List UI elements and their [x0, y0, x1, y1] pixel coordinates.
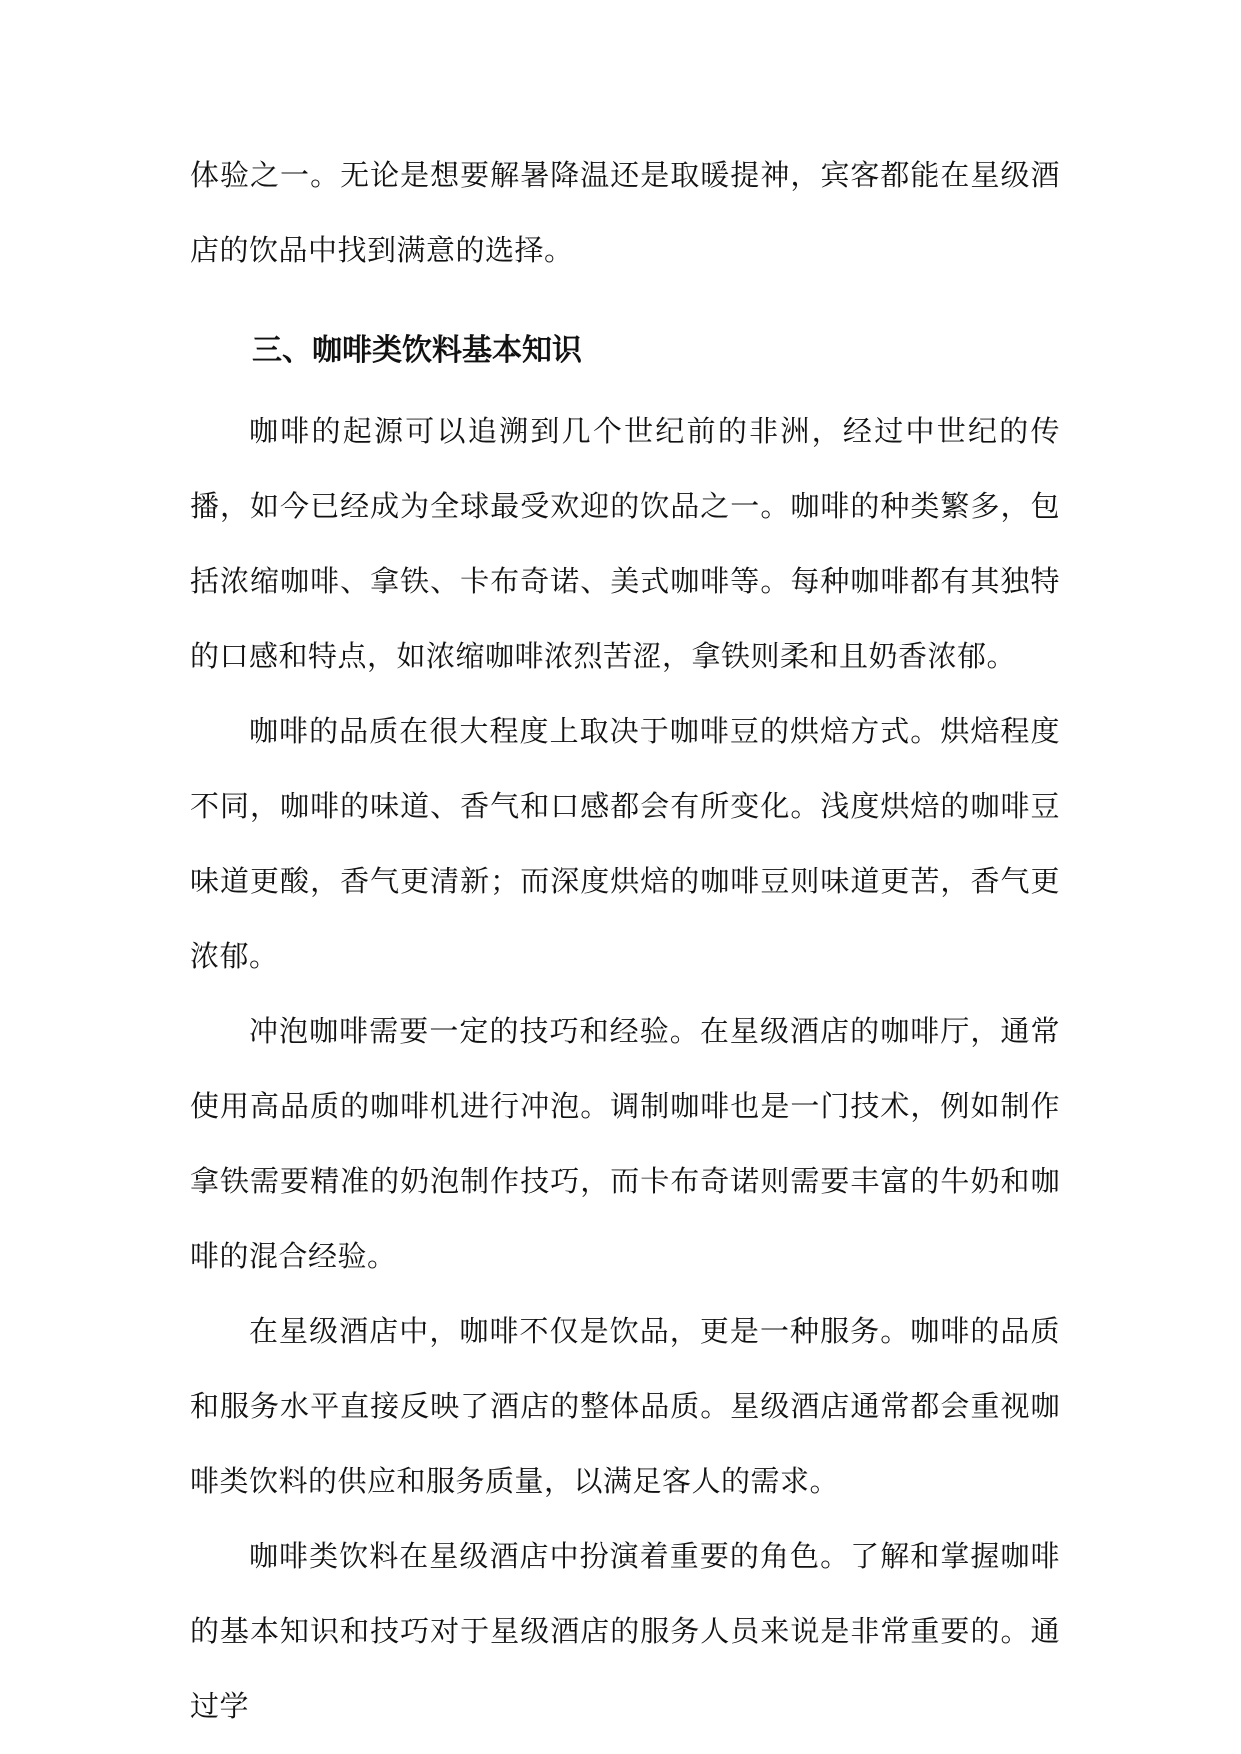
- paragraph-coffee-service: 在星级酒店中，咖啡不仅是饮品，更是一种服务。咖啡的品质和服务水平直接反映了酒店的整体品质。星级酒店通常都会重视咖啡类饮料的供应和服务质量，以满足客人的需求。: [190, 1314, 1060, 1498]
- paragraph-coffee-roasting: 咖啡的品质在很大程度上取决于咖啡豆的烘焙方式。烘焙程度不同，咖啡的味道、香气和口感都会有所变化。浅度烘焙的咖啡豆味道更酸，香气更清新；而深度烘焙的咖啡豆则味道更苦，香气更浓郁。: [190, 714, 1060, 973]
- paragraph-coffee-brewing: 冲泡咖啡需要一定的技巧和经验。在星级酒店的咖啡厅，通常使用高品质的咖啡机进行冲泡。调制咖啡也是一门技术，例如制作拿铁需要精准的奶泡制作技巧，而卡布奇诺则需要丰富的牛奶和咖啡的混合经验。: [190, 1014, 1060, 1273]
- intro-paragraph: 体验之一。无论是想要解暑降温还是取暖提神，宾客都能在星级酒店的饮品中找到满意的选择。: [190, 158, 1060, 267]
- section-heading: 三、咖啡类饮料基本知识: [252, 333, 582, 368]
- paragraph-coffee-role: 咖啡类饮料在星级酒店中扮演着重要的角色。了解和掌握咖啡的基本知识和技巧对于星级酒店的服务人员来说是非常重要的。通过学: [190, 1539, 1060, 1723]
- document-body: [190, 138, 1060, 1744]
- paragraph-coffee-origin: 咖啡的起源可以追溯到几个世纪前的非洲，经过中世纪的传播，如今已经成为全球最受欢迎的饮品之一。咖啡的种类繁多，包括浓缩咖啡、拿铁、卡布奇诺、美式咖啡等。每种咖啡都有其独特的口感和特点，如浓缩咖啡浓烈苦涩，拿铁则柔和且奶香浓郁。: [190, 414, 1060, 673]
